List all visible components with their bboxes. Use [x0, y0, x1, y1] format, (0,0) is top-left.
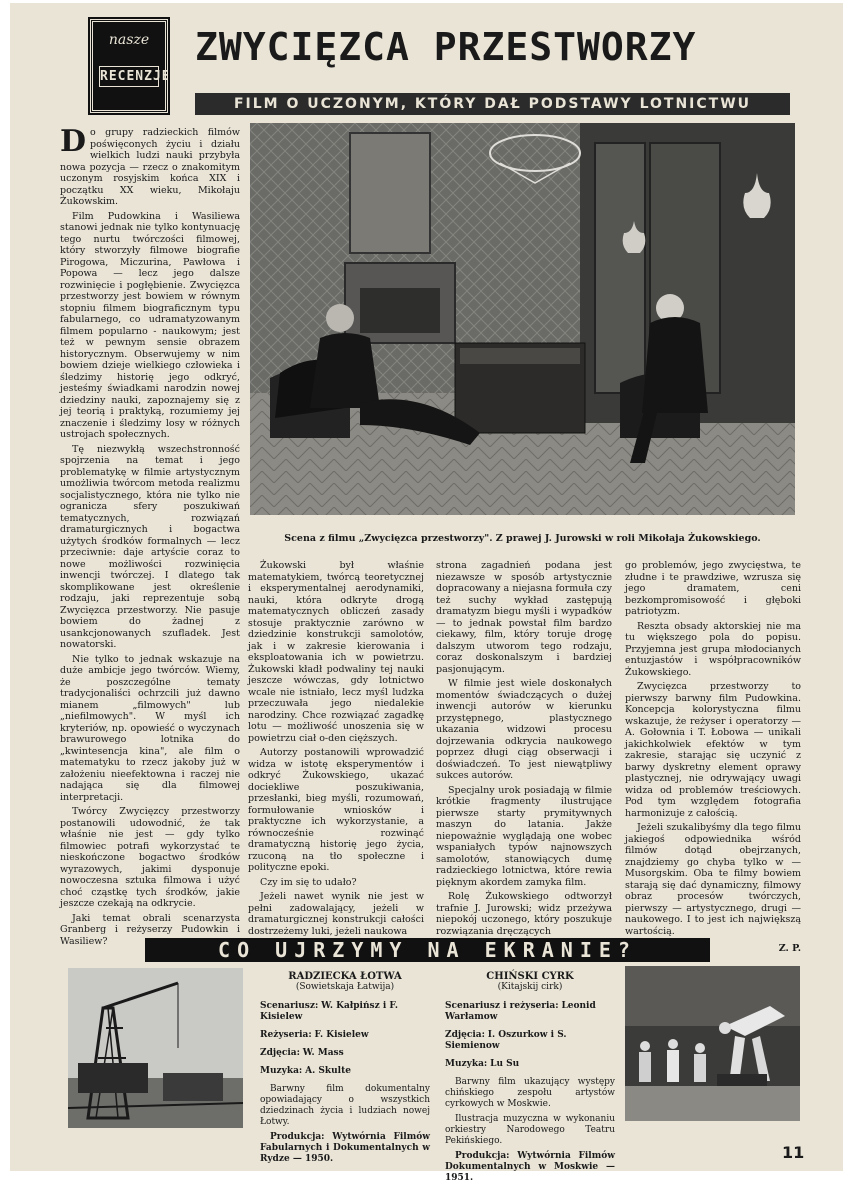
latvia-film-photo	[68, 968, 243, 1128]
magazine-page	[10, 3, 843, 1183]
crane-illustration	[68, 968, 243, 1128]
article-column-2	[248, 560, 424, 940]
paragraph: Czy im się to udało?	[260, 876, 357, 888]
article-column-3	[436, 560, 612, 940]
badge-line2: RECENZJE	[99, 66, 159, 87]
credit-line: Scenariusz i reżyseria: Leonid Warłamow	[445, 1001, 596, 1022]
paragraph: Nie tylko to jednak wskazuje na duże ambicje jego twórców. Wiemy, że poszczególne tematy tradycjonaliści ochrzcili już dawno mianem „filmowych" lub „niefilmowych". W myśl ich kryteriów, np. opowieść o wyczynach brawurowego lotnika do „kwintesencja kina", ale film o matematyku to rzecz jakoby już w założeniu nieefektowna i raczej nie nadająca się dla filmowej interpretacji.	[60, 653, 240, 803]
film-description: Ilustracja muzyczna w wykonaniu orkiestry Narodowego Teatru Pekińskiego.	[445, 1114, 615, 1146]
paragraph: Jeżeli szukalibyśmy dla tego filmu jakiegoś odpowiednika wśród filmów dotąd obejrzanych, znajdziemy go chyba tylko w — Musorgskim. Oba te filmy bowiem starają się dać dynamiczny, filmowy obraz procesów twórczych, pierwszy — artystycznego, drugi — naukowego. I to jest ich największą wartością.	[625, 822, 801, 937]
paragraph: go problemów, jego zwycięstwa, te złudne i te prawdziwe, wzrusza się jego dramatem, ceni bezkompromisowość i głęboki patriotyzm.	[625, 560, 801, 617]
paragraph: Żukowski był właśnie matematykiem, twórcą teoretycznej i eksperymentalnej aerodynamiki, nauki, która odkryte drogą matematycznych obliczeń zasady stosuje praktycznie zarówno w dziedzinie konstrukcji samolotów, jak i w zakresie kierowania i eksploatowania ich w powietrzu. Żukowski kładł podwaliny tej nauki jeszcze wówczas, gdy lotnictwo wcale nie istniało, lecz myśl ludzka przeczuwała jego niedalekie narodziny. Chce rozwiązać zagadkę lotu — możliwość unoszenia się w powietrzu ciał o-den cięższych.	[248, 560, 424, 744]
paragraph: Film Pudowkina i Wasiliewa stanowi jednak nie tylko kontynuację tego nurtu twórczości filmowej, który stworzyły filmowe biografie Pirogowa, Miczurina, Pawłowa i Popowa — lecz jego dalsze rozwinięcie i pogłębienie. Zwycięzca przestworzy jest bowiem w równym stopniu filmem biograficznym typu fabularnego, co udramatyzowanym filmem popularno - naukowym; jest też w pewnym sensie obrazem historycznym. Obserwujemy w nim bowiem dzieje wielkiego człowieka i śledzimy historię jego odkryć, jesteśmy świadkami narodzin nowej dziedziny nauki, zapoznajemy się z jej teorią i praktyką, rozumiemy jej znaczenie i śledzimy losy w różnych ustrojach społecznych.	[60, 210, 240, 440]
paragraph: Rolę Żukowskiego odtworzył trafnie J. Jurowski; widz przeżywa niepokój uczonego, który poszukuje rozwiązania dręczących	[436, 891, 612, 937]
film-original-title: (Kitajskij cirk)	[497, 982, 563, 992]
film-production: Produkcja: Wytwórnia Filmów Dokumentalnych w Moskwie — 1951.	[445, 1151, 615, 1183]
film-title: CHIŃSKI CYRK	[486, 971, 574, 982]
section-banner: CO UJRZYMY NA EKRANIE?	[145, 938, 710, 962]
article-subtitle: FILM O UCZONYM, KTÓRY DAŁ PODSTAWY LOTNICTWU	[195, 93, 790, 115]
credit-line: Zdjęcia: W. Mass	[260, 1048, 344, 1058]
drop-cap: D	[60, 124, 87, 159]
credit-line: Scenariusz: W. Kałpińsz i F. Kisielew	[260, 1001, 398, 1022]
article-title: ZWYCIĘZCA PRZESTWORZY	[195, 25, 697, 69]
credit-line: Zdjęcia: I. Oszurkow i S. Siemienow	[445, 1030, 567, 1051]
credit-line: Muzyka: Lu Su	[445, 1059, 520, 1069]
paragraph: strona zagadnień podana jest niezawsze w sposób artystycznie dopracowany a niejasna formuła czy też suchy wykład zastępują dramatyzm biegu myśli i wypadków — to jednak powstał film bardzo ciekawy, film, który toruje drogę dalszym utworom tego rodzaju, coraz doskonalszym i bardziej pasjonującym.	[436, 560, 612, 675]
acrobats-illustration	[625, 966, 800, 1121]
paragraph: Do grupy radzieckich filmów poświęconych życiu i działu wielkich ludzi nauki przybyła nowa pozycja — rzecz o znakomitym uczonym rosyjskim końca XIX i początku XX wieku, Mikołaju Żukowskim.	[60, 124, 240, 207]
film-original-title: (Sowietskaja Łatwija)	[295, 982, 395, 992]
author-signature: Z. P.	[778, 943, 801, 954]
paragraph: Reszta obsady aktorskiej nie ma tu większego pola do popisu. Przyjemna jest grupa młodocianych entuzjastów i współpracowników Żukowskiego.	[625, 620, 801, 678]
photo-caption: Scena z filmu „Zwycięzca przestworzy". Z prawej J. Jurowski w roli Mikołaja Żukowskiego.	[284, 533, 761, 544]
film-still-photo	[250, 123, 795, 515]
article-column-4	[625, 560, 801, 955]
paragraph: Tę niezwykłą wszechstronność spojrzenia na temat i jego problematykę w filmie artystycznym umożliwia twórcom metoda realizmu socjalistycznego, która nie tylko nie ogranicza sfery poszukiwań tematycznych, rozwiązań dramaturgicznych i bogactwa użytych środków formalnych — lecz przeciwnie: daje artyście coraz to nowe możliwości rozwinięcia inwencji twórczej. I dlatego tak skomplikowane jest określenie rodzaju, jaki reprezentuje sobą Zwycięzca przestworzy. Nie pasuje bowiem do żadnej z usankcjonowanych szufladek. Jest nowatorski.	[60, 443, 240, 650]
paragraph: Zwycięzca przestworzy to pierwszy barwny film Pudowkina. Koncepcja kolorystyczna filmu wskazuje, że reżyser i operatorzy — A. Gołownia i T. Łobowa — unikali jakichkolwiek efektów w tym zakresie, starając się uczynić z barwy dyskretny element oprawy plastycznej, nie odrywający uwagi widza od problemów treściowych. Pod tym względem fotografia harmonizuje z całością.	[625, 681, 801, 819]
page-number: 11	[782, 1143, 805, 1162]
paragraph: Autorzy postanowili wprowadzić widza w istotę eksperymentów i odkryć Żukowskiego, ukazać dociekliwe poszukiwania, przesłanki, bieg myśli, rozumowań, formułowanie wniosków i praktyczne ich wykorzystanie, a równocześnie rozwinąć dramatyczną historię jego życia, rzuconą na tło społeczne i polityczne epoki.	[248, 747, 424, 873]
credit-line: Reżyseria: F. Kisielew	[260, 1030, 369, 1040]
paragraph: Specjalny urok posiadają w filmie krótkie fragmenty ilustrujące pierwsze starty prymitywnych maszyn do latania. Jakże niepoważnie wyglądają one wobec wspaniałych typów najnowszych samolotów, stanowiących dumę radzieckiego lotnictwa, które rewia pięknym akordem zamyka film.	[436, 784, 612, 888]
paragraph: Jeżeli nawet wynik nie jest w pełni zadowalający, jeżeli w dramaturgicznej konstrukcji całości dostrzeżemy luki, jeżeli naukowa	[248, 891, 424, 937]
film-entry-latvia	[260, 971, 430, 1169]
badge-line1: nasze	[108, 32, 150, 48]
paragraph: Twórcy Zwycięzcy przestworzy postanowili udowodnić, że tak właśnie nie jest — gdy tylko filmowiec potrafi wykorzystać te nieskończone bogactwo środków wyrazowych, jakimi dysponuje nowoczesna sztuka filmowa i użyć choć cząstkę tych środków, jakie jeszcze czekają na odkrycie.	[60, 806, 240, 909]
credit-line: Muzyka: A. Skulte	[260, 1066, 351, 1076]
film-description: Barwny film ukazujący występy chińskiego zespołu artystów cyrkowych w Moskwie.	[445, 1077, 615, 1109]
paragraph: W filmie jest wiele doskonałych momentów świadczących o dużej inwencji autorów w kierunku przystępnego, plastycznego ukazania widzowi procesu dojrzewania odkrycia naukowego poprzez długi ciąg obserwacji i doświadczeń. To jest niewątpliwy sukces autorów.	[436, 678, 612, 781]
reviews-badge-logo	[90, 19, 171, 113]
circus-film-photo	[625, 966, 800, 1121]
film-entry-circus	[445, 971, 615, 1188]
film-description: Barwny film dokumentalny opowiadający o wszystkich dziedzinach życia i ludziach nowej Łotwy.	[260, 1084, 430, 1127]
film-production: Produkcja: Wytwórnia Filmów Fabularnych i Dokumentalnych w Rydze — 1950.	[260, 1132, 430, 1164]
paragraph: Jaki temat obrali scenarzysta Granberg i reżyserzy Pudowkin i Wasiliew?	[60, 912, 240, 947]
film-still-illustration	[250, 123, 795, 515]
article-column-1	[60, 124, 240, 950]
film-title: RADZIECKA ŁOTWA	[288, 971, 402, 982]
